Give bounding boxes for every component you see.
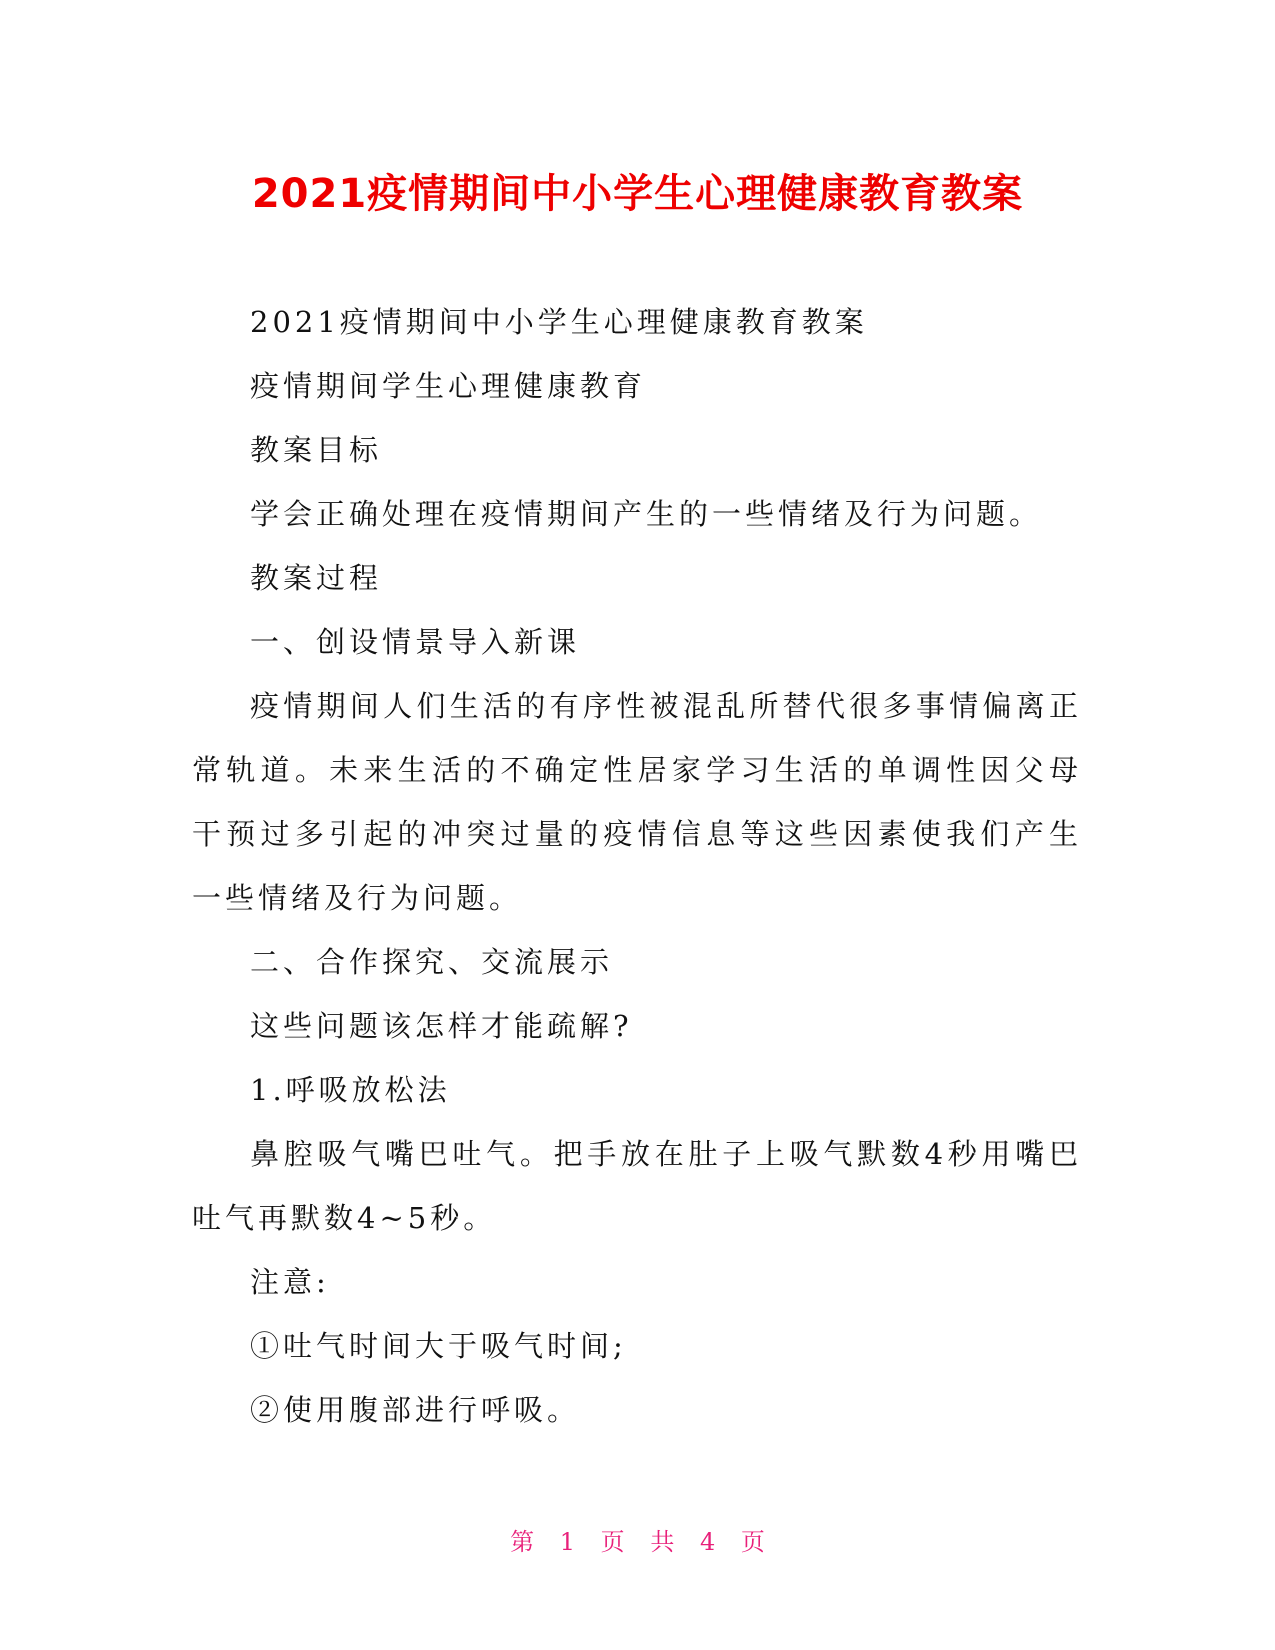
step-one-text: 疫情期间人们生活的有序性被混乱所替代很多事情偏离正常轨道。未来生活的不确定性居家学习生活的单调性因父母干预过多引起的冲突过量的疫情信息等这些因素使我们产生一些情绪及行为问题。 [192,689,1082,915]
note-heading: 注意: [250,1265,330,1299]
paragraph-subtitle: 疫情期间学生心理健康教育 [250,369,647,403]
document-body [192,290,1082,1442]
step-one-heading: 一、创设情景导入新课 [250,625,581,659]
footer-di: 第 [510,1528,535,1556]
section-goal-heading: 教案目标 [250,433,383,467]
method-one-text: 鼻腔吸气嘴巴吐气。把手放在肚子上吸气默数4秒用嘴巴吐气再默数4~5秒。 [192,1137,1082,1235]
paragraph-heading: 2021疫情期间中小学生心理健康教育教案 [250,305,868,339]
footer-ye: 页 [600,1528,625,1556]
step-two-heading: 二、合作探究、交流展示 [250,945,614,979]
footer-page-number: 1 [559,1528,576,1556]
note-item-1: ①吐气时间大于吸气时间; [250,1329,627,1363]
section-process-heading: 教案过程 [250,561,383,595]
goal-text: 学会正确处理在疫情期间产生的一些情绪及行为问题。 [250,497,1043,531]
method-one-heading: 1.呼吸放松法 [250,1073,451,1107]
document-title: 2021疫情期间中小学生心理健康教育教案 [251,171,1024,217]
footer-ye-2: 页 [740,1528,765,1556]
footer-total-pages: 4 [699,1528,716,1556]
footer-gong: 共 [650,1528,675,1556]
note-item-2: ②使用腹部进行呼吸。 [250,1393,581,1427]
page-footer [0,1522,1275,1557]
question-text: 这些问题该怎样才能疏解? [250,1009,633,1043]
